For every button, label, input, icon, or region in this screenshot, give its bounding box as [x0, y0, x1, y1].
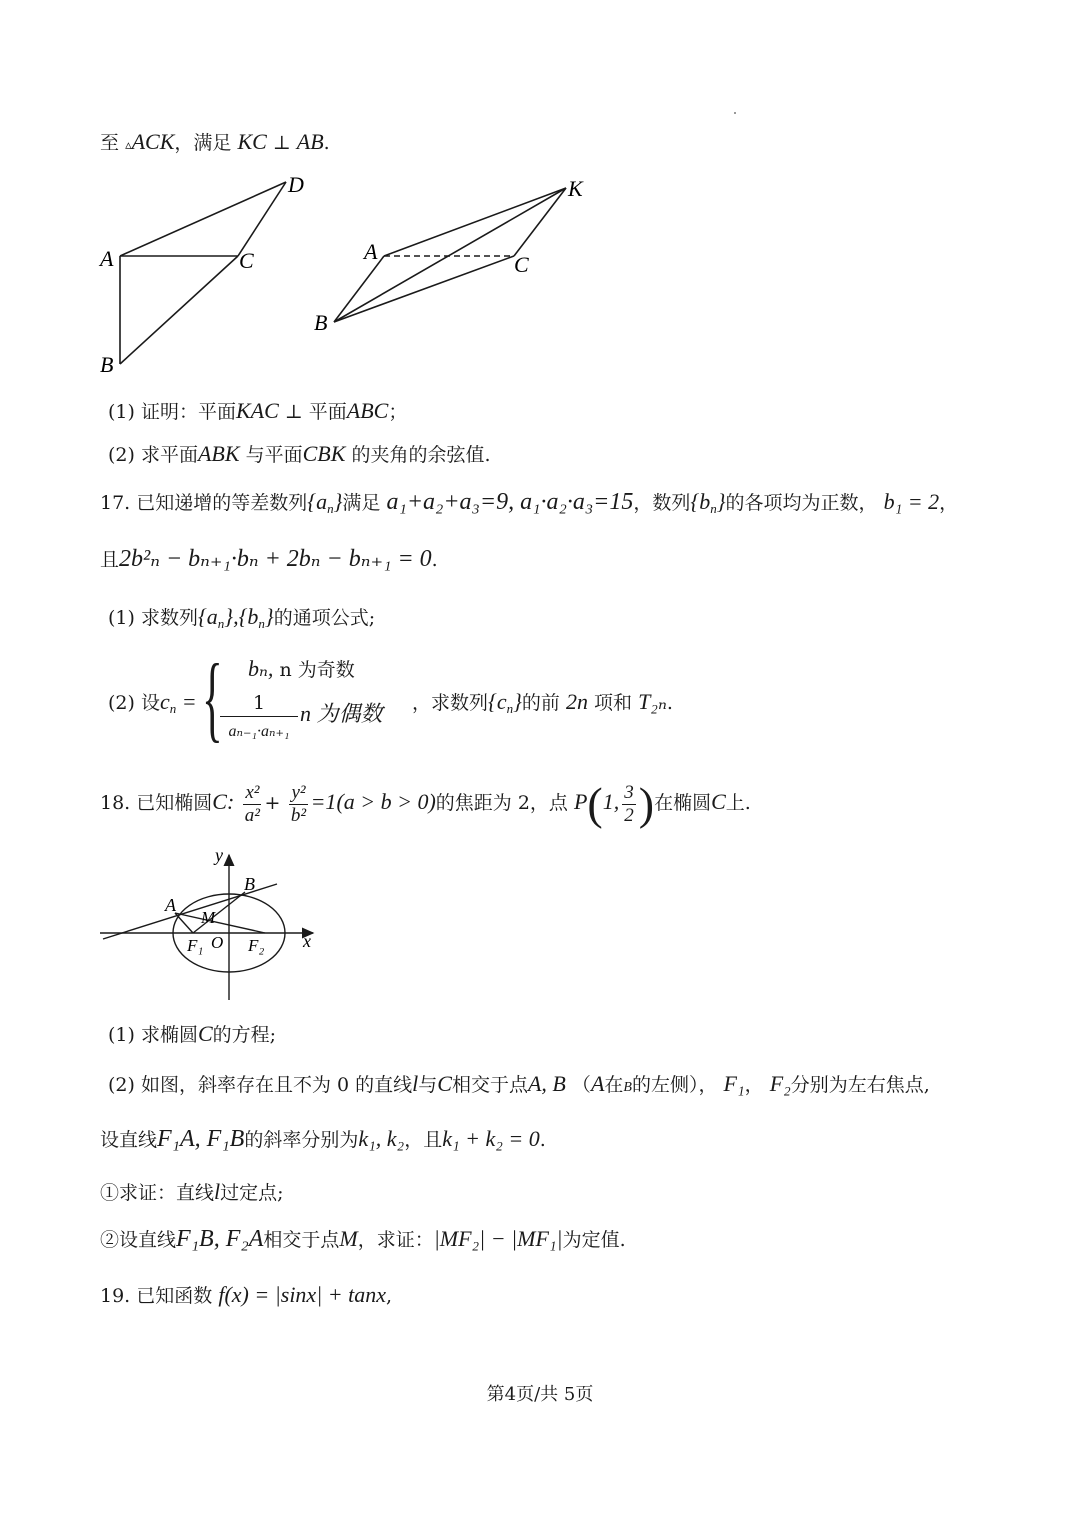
text: 如图，斜率存在且不为 0 的直线	[140, 1074, 413, 1096]
sub-label: ②	[100, 1229, 120, 1251]
text: 的前	[521, 692, 560, 714]
text: 已知椭圆	[136, 792, 213, 814]
text: 的夹角的余弦值.	[351, 444, 491, 466]
lines-f1b-f2a: F₁B, F₂A	[176, 1226, 264, 1252]
point-b: B	[623, 1080, 632, 1095]
text: 平面	[308, 401, 347, 423]
text: 与	[418, 1074, 438, 1096]
text: 相交于点	[451, 1074, 528, 1096]
plane-abc: ABC	[346, 398, 389, 423]
x-fraction: $\frac{\text{x²}}{\text{a²}}$	[244, 781, 260, 826]
label-a: A	[100, 246, 114, 271]
text: 且	[100, 549, 120, 571]
sum-condition: a₁+a₂+a₃=9,	[386, 489, 515, 515]
text: 满足	[342, 492, 381, 514]
perp-symbol: ⊥	[272, 132, 291, 154]
text: 设直线	[100, 1129, 158, 1151]
slopes: k₁, k₂	[358, 1126, 405, 1151]
q16-part2	[108, 440, 491, 469]
text: （	[571, 1074, 591, 1096]
text: 设直线	[119, 1229, 177, 1251]
question-number: 17.	[100, 492, 131, 514]
triangle-name: ACK	[131, 129, 175, 154]
text: 证明：平面	[140, 401, 236, 423]
text: 分别为左右焦点,	[790, 1074, 930, 1096]
text: 的斜率分别为	[244, 1129, 359, 1151]
case2-numerator: 1	[220, 692, 298, 717]
text: 过定点;	[220, 1182, 284, 1204]
case2-denominator: aₙ₋₁·aₙ₊₁	[228, 723, 290, 740]
function-definition: f(x) = |sinx| + tanx	[218, 1282, 386, 1307]
text: 求数列	[140, 607, 198, 629]
sub-label: ①	[100, 1182, 120, 1204]
case1-condition: n 为奇数	[279, 659, 355, 681]
edge-ak	[384, 188, 566, 256]
q18-sub2	[100, 1225, 626, 1254]
q18-line1: 18. 已知椭圆C: $\frac{\text{x²}}{\text{a²}}$ + $\frac{\text{y²}}{\text{b²}}$ =1(a > b > 0)的焦距为 2，点 P(1, $\frac{3}{2}$ )在椭圆C上.	[100, 778, 751, 829]
focus-f1: F₁	[723, 1071, 745, 1096]
text: ，	[744, 1074, 764, 1096]
text: ，数列	[633, 492, 691, 514]
text: 的通项公式;	[273, 607, 376, 629]
text: .	[666, 692, 673, 714]
point-y-fraction: $\frac{3}{2}$	[624, 781, 634, 826]
triangle-symbol: ▵	[125, 138, 132, 153]
label-y: y	[215, 845, 223, 865]
plus: +	[264, 792, 281, 814]
ellipse-figure	[95, 845, 335, 1005]
sum-symbol: T₂ₙ	[638, 689, 667, 714]
label-f1: F₁	[187, 936, 204, 955]
plane-cbk: CBK	[302, 441, 346, 466]
edge-bc	[334, 256, 514, 322]
ellipse-c: C	[437, 1071, 452, 1096]
text: 在	[604, 1074, 624, 1096]
label-b: B	[244, 874, 255, 894]
focus-f2: F₂	[769, 1071, 791, 1096]
recurrence-equation: 2b²ₙ − bₙ₊₁·bₙ + 2bₙ − bₙ₊₁ = 0	[119, 546, 432, 572]
distance-expression: |MF₂| − |MF₁|	[433, 1226, 563, 1251]
ellipse-c: C	[197, 1021, 213, 1046]
label-c: C	[514, 252, 529, 277]
text: ，求数列	[412, 692, 489, 714]
intro-line	[100, 128, 330, 160]
case1	[248, 655, 355, 684]
text: 设	[140, 692, 160, 714]
q16-part1	[108, 397, 407, 426]
equals-one: =1	[310, 789, 337, 814]
text: 的方程;	[212, 1024, 277, 1046]
text: 的左侧），	[631, 1074, 718, 1096]
text: 已知递增的等差数列	[136, 492, 308, 514]
slope-sum-equation: k₁ + k₂ = 0	[442, 1126, 540, 1151]
page-footer: 第4页/共 5页	[486, 1384, 594, 1405]
initial-term: b₁ = 2	[883, 489, 940, 514]
figure-right-tetrahedron	[310, 170, 600, 340]
part-label: (2)	[108, 692, 135, 714]
points-ab: A, B	[527, 1071, 566, 1096]
point-name: P	[573, 789, 588, 814]
text: 求平面	[140, 444, 198, 466]
label-b: B	[314, 310, 328, 335]
intro-sep: ，满足	[174, 132, 232, 154]
plane-kac: KAC	[235, 398, 279, 423]
text: ；	[388, 401, 408, 423]
perp-symbol: ⊥	[284, 401, 303, 423]
label-m: M	[201, 908, 216, 927]
ellipse-c: C	[711, 789, 726, 814]
text: .	[539, 1129, 546, 1151]
text: 相交于点	[263, 1229, 340, 1251]
segment-ab: AB	[296, 129, 324, 154]
q17-part2-label: (2) 设$c_n$ =	[108, 689, 197, 716]
part-label: (1)	[108, 401, 135, 423]
text: ,	[385, 1285, 393, 1307]
question-number: 18.	[100, 792, 131, 814]
text: 已知函数	[136, 1285, 213, 1307]
figure-left-triangles	[90, 170, 330, 380]
point-a: A	[590, 1071, 605, 1096]
text: 上.	[725, 792, 751, 814]
label-b: B	[100, 352, 114, 377]
case1-value: bₙ,	[248, 656, 274, 681]
intro-end: .	[323, 132, 330, 154]
segment-af2	[175, 913, 265, 933]
text: 的焦距为 2，点	[435, 792, 568, 814]
case2-fraction	[220, 692, 298, 741]
line-l: l	[214, 1179, 221, 1204]
q17-line2	[100, 545, 438, 574]
q17-line1: 17. 已知递增的等差数列$\{a_n\}$满足 a₁+a₂+a₃=9, a₁·a₂·a₃=15，数列$\{b_n\}$的各项均为正数， b₁ = 2，	[100, 489, 959, 516]
text: 求椭圆	[140, 1024, 198, 1046]
text: 求证：直线	[119, 1182, 215, 1204]
plane-abk: ABK	[197, 441, 240, 466]
part-label: (1)	[108, 607, 135, 629]
segment-kc: KC	[237, 129, 267, 154]
q18-sub1	[100, 1178, 284, 1207]
q17-part1: (1) 求数列$\{a_n\},\{b_n\}$的通项公式;	[108, 604, 376, 631]
y-fraction: $\frac{\text{y²}}{\text{b²}}$	[290, 781, 307, 826]
q17-part2-tail: ，求数列$\{c_n\}$的前 2n 项和 T₂ₙ.	[412, 689, 673, 716]
part-label: (1)	[108, 1024, 135, 1046]
text: 为定值.	[562, 1229, 626, 1251]
part-label: (2)	[108, 444, 135, 466]
text: ，	[939, 492, 959, 514]
label-a: A	[165, 895, 176, 915]
text: .	[431, 549, 438, 571]
text: 与平面	[245, 444, 303, 466]
question-number: 19.	[100, 1285, 131, 1307]
label-c: C	[239, 248, 254, 273]
label-a: A	[364, 239, 378, 264]
q19-line1	[100, 1281, 392, 1310]
point-m: M	[339, 1226, 358, 1251]
case2-condition-line	[300, 700, 383, 729]
text: 的各项均为正数，	[725, 492, 878, 514]
q18-line3	[100, 1125, 546, 1154]
term-count: 2n	[565, 689, 588, 714]
text: ，求证：	[357, 1229, 434, 1251]
part-label: (2)	[108, 1074, 135, 1096]
intro-prefix: 至	[100, 132, 120, 154]
label-d: D	[288, 172, 304, 197]
ellipse-name: C:	[212, 789, 235, 814]
piecewise-brace: {	[202, 644, 223, 751]
label-f2: F₂	[248, 936, 265, 955]
text: 在椭圆	[654, 792, 712, 814]
case2-condition: n 为偶数	[300, 701, 383, 726]
edge-bc	[120, 256, 238, 364]
line-l: l	[412, 1071, 419, 1096]
lines-f1a-f1b: F₁A, F₁B	[157, 1126, 245, 1152]
point-x: 1,	[602, 789, 620, 814]
label-o: O	[211, 933, 224, 952]
label-k: K	[568, 176, 583, 201]
text: ，且	[404, 1129, 443, 1151]
label-x: x	[303, 931, 311, 951]
q18-part2	[108, 1070, 930, 1102]
ellipse-condition: (a > b > 0)	[336, 789, 436, 814]
speck-mark	[734, 112, 736, 114]
q18-part1	[108, 1020, 276, 1049]
product-condition: a₁·a₂·a₃=15	[520, 489, 634, 515]
text: 项和	[594, 692, 633, 714]
